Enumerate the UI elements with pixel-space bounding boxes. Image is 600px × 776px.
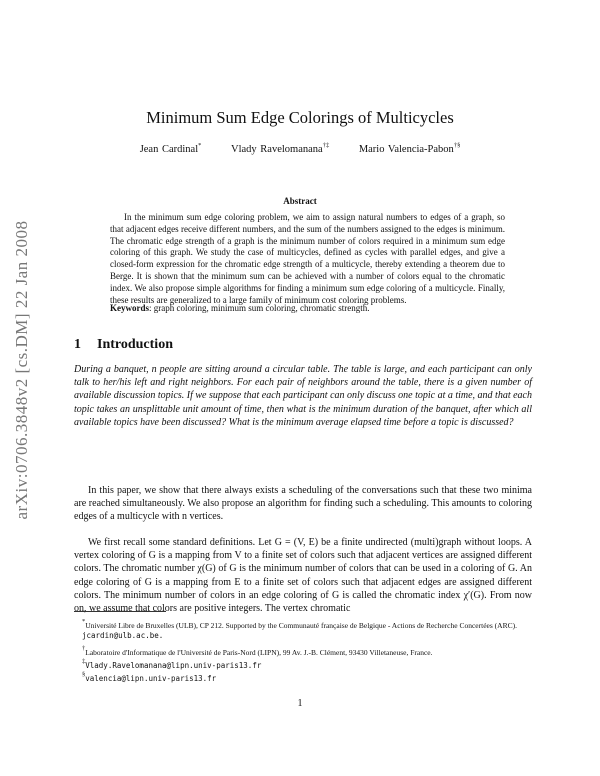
abstract-text: In the minimum sum edge coloring problem, we aim to assign natural numbers to edges of a graph, so that adjacent edges receive different numbers, and the sum of the numbers assigned to the edges is minimum. The chromatic edge strength of a graph is the minimum number of colors required in a minimum sum edge coloring of this graph. We study the case of multicycles, defined as cycles with parallel edges, and give a closed-form expression for the chromatic edge strength of a multicycle, thereby extending a theorem due to Berge. It is shown that the minimum sum can be achieved with a number of colors equal to the chromatic index. We also propose simple algorithms for finding a minimum sum edge coloring of a multicycle. Finally, these results are generalized to a large family of minimum cost coloring problems. [110, 212, 505, 305]
author-name: Mario Valencia-Pabon [358, 144, 454, 155]
author-1 [140, 144, 202, 155]
section-title: Introduction [97, 337, 173, 352]
intro-paragraph-1: During a banquet, n people are sitting around a circular table. The table is large, and each participant can only talk to her/his left and right neighbors. For each pair of neighbors around the table, there is a given number of available discussion topics. If we suppose that each participant can only discuss one topic at a time, and that each topic takes an unsplittable unit amount of time, then what is the minimum duration of the banquet, after which all available topics have been discussed? What is the minimum average elapsed time before a topic is discussed? [74, 364, 532, 428]
author-name: Jean Cardinal [139, 144, 199, 155]
footnote-email[interactable]: Vlady.Ravelomanana@lipn.univ-paris13.fr [85, 661, 262, 670]
keywords-label: Keywords [110, 303, 149, 313]
abstract-heading: Abstract [283, 196, 317, 206]
footnote-mark: † [82, 645, 86, 652]
footnote-text: Laboratoire d'Informatique de l'Université de Paris-Nord (LIPN), 99 Av. J.-B. Clément, 93430 Villetaneuse, France. [85, 648, 433, 657]
author-affiliation-mark: †‡ [322, 142, 330, 149]
intro-paragraph-2: In this paper, we show that there always exists a scheduling of the conversations such that these two minima are reached simultaneously. We also propose an algorithm for finding such a scheduling. This amounts to coloring edges of a multicycle with n vertices. [74, 485, 532, 523]
section-heading [74, 337, 173, 353]
author-2 [231, 144, 329, 155]
footnote-mark: § [82, 671, 86, 678]
keywords-text: : graph coloring, minimum sum coloring, chromatic strength. [149, 303, 370, 313]
page-number: 1 [297, 698, 303, 709]
author-list [0, 142, 600, 155]
footnote-email[interactable]: jcardin@ulb.ac.be. [82, 631, 164, 641]
author-affiliation-mark: †§ [453, 142, 461, 149]
author-name: Vlady Ravelomanana [231, 144, 323, 155]
intro-paragraph-3: We first recall some standard definitions. Let G = (V, E) be a finite undirected (multi)graph without loops. A vertex coloring of G is a mapping from V to a finite set of colors such that adjacent vertices are assigned different colors. The chromatic number χ(G) of G is the minimum number of colors that can be used in a coloring of G. An edge coloring of G is a mapping from E to a finite set of colors such that adjacent edges are assigned different colors. The minimum number of colors in an edge coloring of G is called the chromatic index χ′(G). From now on, we assume that colors are positive integers. The vertex chromatic [74, 537, 532, 615]
arxiv-identifier: arXiv:0706.3848v2 [cs.DM] 22 Jan 2008 [12, 220, 31, 520]
footnote-1 [82, 617, 534, 641]
author-affiliation-mark: * [198, 142, 202, 149]
section-number: 1 [74, 337, 81, 352]
footnote-mark: ‡ [82, 658, 86, 665]
author-3 [359, 144, 461, 155]
keywords-line [110, 303, 505, 313]
footnote-email[interactable]: valencia@lipn.univ-paris13.fr [85, 674, 217, 683]
footnote-rule [74, 611, 166, 612]
footnote-4 [82, 670, 534, 684]
footnote-text: Université Libre de Bruxelles (ULB), CP 212. Supported by the Communauté française de Belgique - Actions de Recherche Concertées (ARC). [85, 621, 517, 630]
footnote-mark: * [82, 618, 86, 625]
paper-title: Minimum Sum Edge Colorings of Multicycles [146, 108, 454, 127]
